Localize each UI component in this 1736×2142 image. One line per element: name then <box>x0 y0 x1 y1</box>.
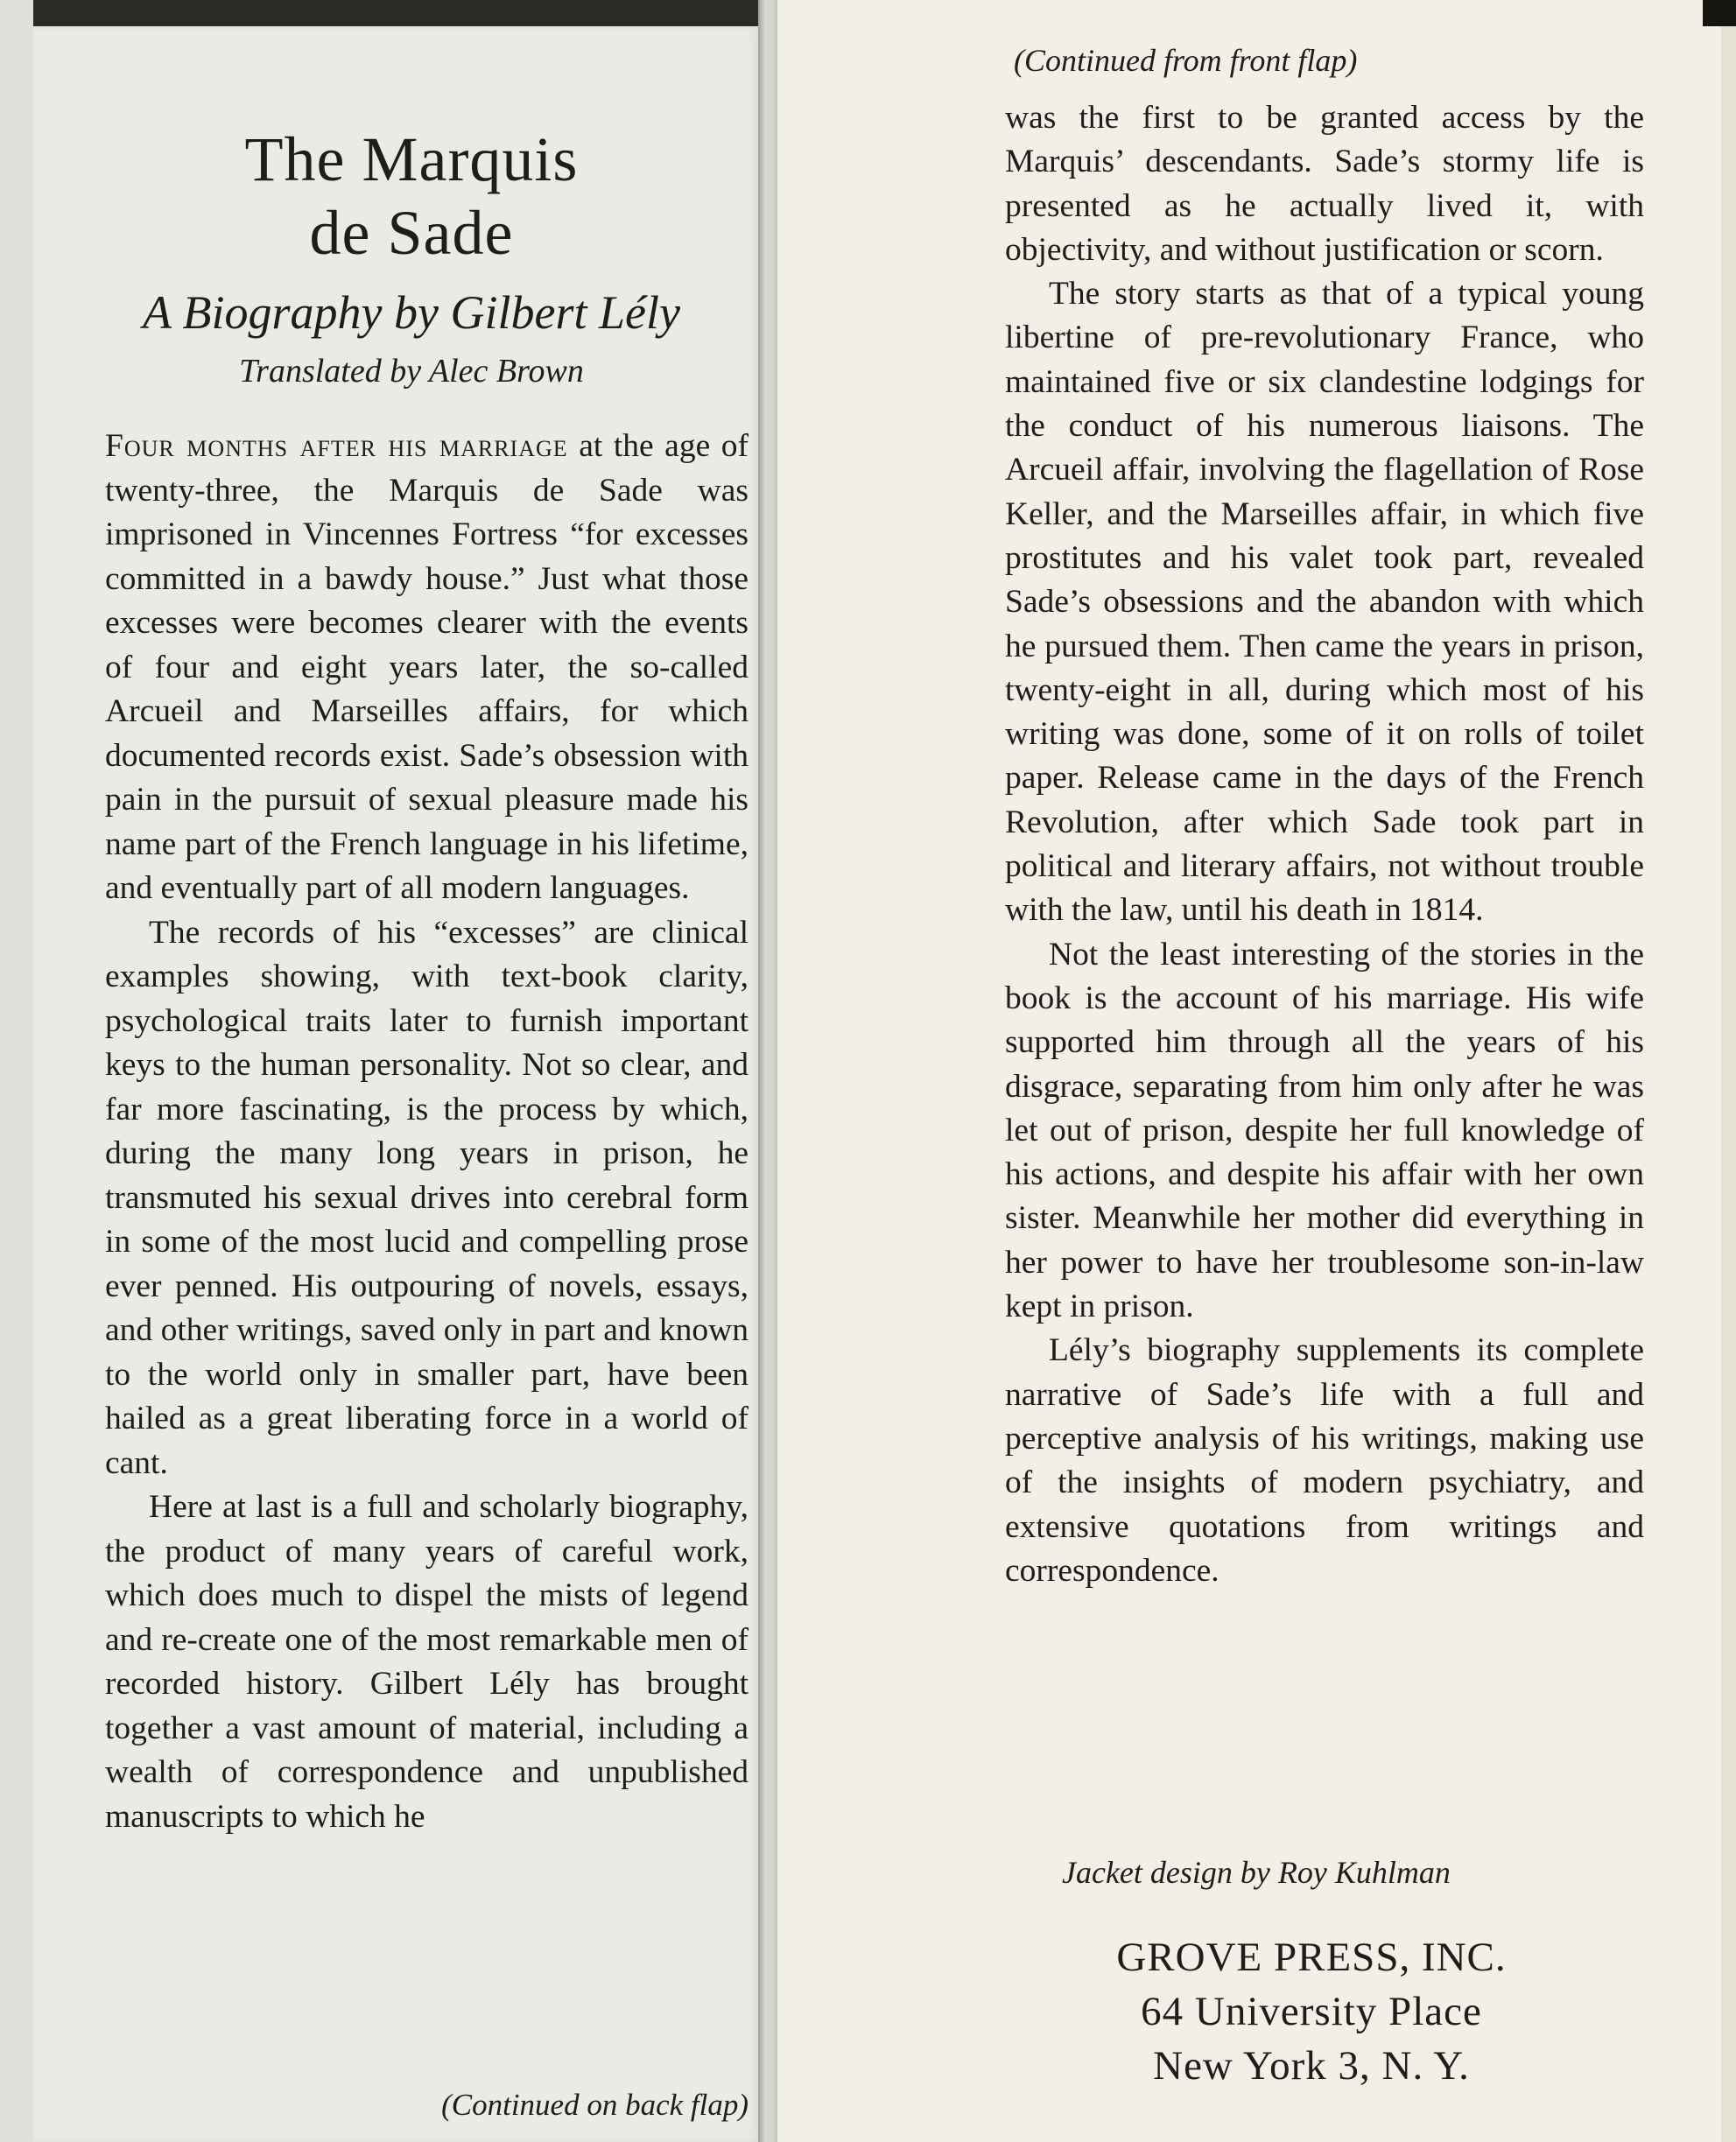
front-flap-body <box>105 425 749 1839</box>
translator-credit: Translated by Alec Brown <box>239 353 584 390</box>
continued-from-front-flap: (Continued from front flap) <box>1014 43 1358 78</box>
back-paragraph-4: Lély’s biography supplements its complete narrative of Sade’s life with a full and perceptive analysis of his writings, making use of the insights of modern psychiatry, and extensive quotations from writings and correspondence. <box>1005 1332 1644 1589</box>
book-title-line1: The Marquis <box>244 124 579 194</box>
front-flap <box>33 26 762 2142</box>
book-title-line2: de Sade <box>309 198 514 268</box>
back-paragraph-2: The story starts as that of a typical young libertine of pre-revolutionary France, who maintained five or six clandestine lodgings for the conduct of his numerous liaisons. The Arcueil affair, involving the flagellation of Rose Keller, and the Marseilles affair, in which five prostitutes and his valet took part, revealed Sade’s obsessions and the abandon with which he pursued them. Then came the years in prison, twenty-eight in all, during which most of his writing was done, some of it on rolls of toilet paper. Release came in the days of the French Revolution, after which Sade took part in political and literary affairs, not without trouble with the law, until his death in 1814. <box>1005 276 1644 929</box>
front-continued-note <box>105 2088 749 2123</box>
back-paragraph-1: was the first to be granted access by the Marquis’ descendants. Sade’s stormy life is presented as he actually lived it, with objectivity, and without justification or scorn. <box>1005 100 1644 268</box>
front-paragraph-1 <box>105 425 749 911</box>
page-margin-right <box>1721 0 1736 2142</box>
publisher-name: GROVE PRESS, INC. <box>1116 1935 1507 1980</box>
front-flap-heading <box>105 123 718 390</box>
back-flap-body <box>1005 96 1644 1593</box>
book-title <box>105 123 718 270</box>
fold-line <box>758 0 776 2142</box>
publisher-block <box>1005 1930 1618 2093</box>
continued-on-back-flap: (Continued on back flap) <box>441 2088 749 2122</box>
page-margin-left <box>0 0 33 2142</box>
lead-in: Four months after his marriage <box>105 428 568 464</box>
front-paragraph-1-text: at the age of twenty-three, the Marquis de Sade was imprisoned in Vincennes Fortress “for excesses committed in a bawdy house.” Just what those excesses were becomes clearer with the events of four and eight years later, the so-called Arcueil and Marseilles affairs, for which documented records exist. Sade’s obsession with pain in the pursuit of sexual pleasure made his name part of the French language in his lifetime, and eventually part of all modern languages. <box>105 428 749 906</box>
jacket-design-credit: Jacket design by Roy Kuhlman <box>1062 1855 1451 1890</box>
front-paragraph-2: The records of his “excesses” are clinical examples showing, with text-book clarity, psychological traits later to furnish important keys to the human personality. Not so clear, and far more fascinating, is the process by which, during the many long years in prison, he transmuted his sexual drives into cerebral form in some of the most lucid and compelling prose ever penned. His outpouring of novels, essays, and other writings, saved only in part and known to the world only in smaller part, have been hailed as a great liberating force in a world of cant. <box>105 914 749 1481</box>
front-paragraph-3: Here at last is a full and scholarly biography, the product of many years of careful work, which does much to dispel the mists of legend and re-create one of the most remarkable men of recorded history. Gilbert Lély has brought together a vast amount of material, including a wealth of correspondence and unpublished manuscripts to which he <box>105 1489 749 1835</box>
publisher-street: 64 University Place <box>1141 1989 1482 2034</box>
book-subtitle: A Biography by Gilbert Lély <box>143 286 680 339</box>
back-flap <box>776 0 1721 2142</box>
back-paragraph-3: Not the least interesting of the stories in the book is the account of his marriage. His wife supported him through all the years of his disgrace, separating from him only after he was let out of prison, despite her full knowledge of his actions, and despite his affair with her own sister. Meanwhile her mother did everything in her power to have her troublesome son-in-law kept in prison. <box>1005 936 1644 1325</box>
background-corner <box>1703 0 1736 26</box>
publisher-city: New York 3, N. Y. <box>1153 2043 1470 2089</box>
